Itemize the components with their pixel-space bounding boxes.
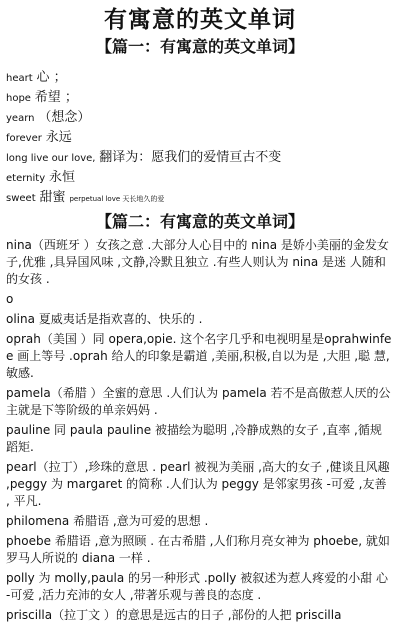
keyword-forever: forever 永远 (6, 130, 72, 145)
keyword-hope: hope 希望 ； (6, 90, 78, 105)
paragraph-pauline: pauline 同 paula pauline 被描绘为聪明 ,冷静成熟的女子 ,直率 ,循规 蹈矩. (6, 423, 382, 454)
paragraph-priscilla: priscilla（拉丁文 ）的意思是远古的日子 ,部份的人把 priscilla (6, 608, 342, 622)
keyword-sweet: sweet 甜蜜 perpetual love 天长地久的爱 (6, 190, 165, 205)
paragraph-philomena: philomena 希腊语 ,意为可爱的思想 . (6, 514, 209, 528)
keyword-heart: heart 心 ； (6, 70, 67, 85)
document-title: 有寓意的英文单词 (104, 7, 296, 33)
keyword-long-live-our-love: long live our love, 翻译为：愿我们的爱情亘古不变 (6, 150, 282, 165)
paragraph-polly: polly 为 molly,paula 的另一种形式 .polly 被叙述为惹人疼爱的小甜 心 -可爱 ,活力充沛的女人 ,带著乐观与善良的态度 . (6, 571, 389, 602)
perpetual-love-note: perpetual love 天长地久的爱 (69, 195, 165, 203)
paragraph-pamela: pamela（希腊 ）全蜜的意思 .人们认为 pamela 若不是高傲惹人厌的公 主就是下等阶级的单亲妈妈 . (6, 386, 391, 417)
section-2-body (6, 237, 394, 624)
section-2-heading: 【篇二：有寓意的英文单词】 (95, 212, 304, 231)
paragraph-olina: olina 夏威夷话是指欢喜的、快乐的 . (6, 312, 203, 326)
section-1-heading: 【篇一：有寓意的英文单词】 (95, 37, 304, 56)
paragraph-oprah: oprah（美国 ）同 opera,opie. 这个名字几乎和电视明星是oprahwinfee 画上等号 .oprah 给人的印象是霸道 ,美丽,积极,自以为是 ,大胆 ,聪 慧,敏感. (6, 332, 392, 380)
paragraph-pearl: pearl（拉丁）,珍珠的意思 . pearl 被视为美丽 ,高大的女子 ,健谈且风趣 ,peggy 为 margaret 的简称 .人们认为 peggy 是邻家男孩 -可爱 ,友善 , 平凡. (6, 460, 390, 508)
keyword-yearn: yearn （想念） (6, 110, 91, 125)
paragraph-phoebe: phoebe 希腊语 ,意为照顾 . 在古希腊 ,人们称月亮女神为 phoebe, 就如 罗马人所说的 diana 一样 . (6, 534, 390, 565)
paragraph-o: o (6, 292, 14, 306)
paragraph-nina: nina（西班牙 ）女孩之意 .大部分人心目中的 nina 是娇小美丽的金发女子,优雅 ,具异国风味 ,文静,冷默且独立 .有些人则认为 nina 是迷 人随和的女孩 . (6, 238, 389, 286)
section-1-list (6, 68, 394, 209)
keyword-eternity: eternity 永恒 (6, 170, 75, 185)
